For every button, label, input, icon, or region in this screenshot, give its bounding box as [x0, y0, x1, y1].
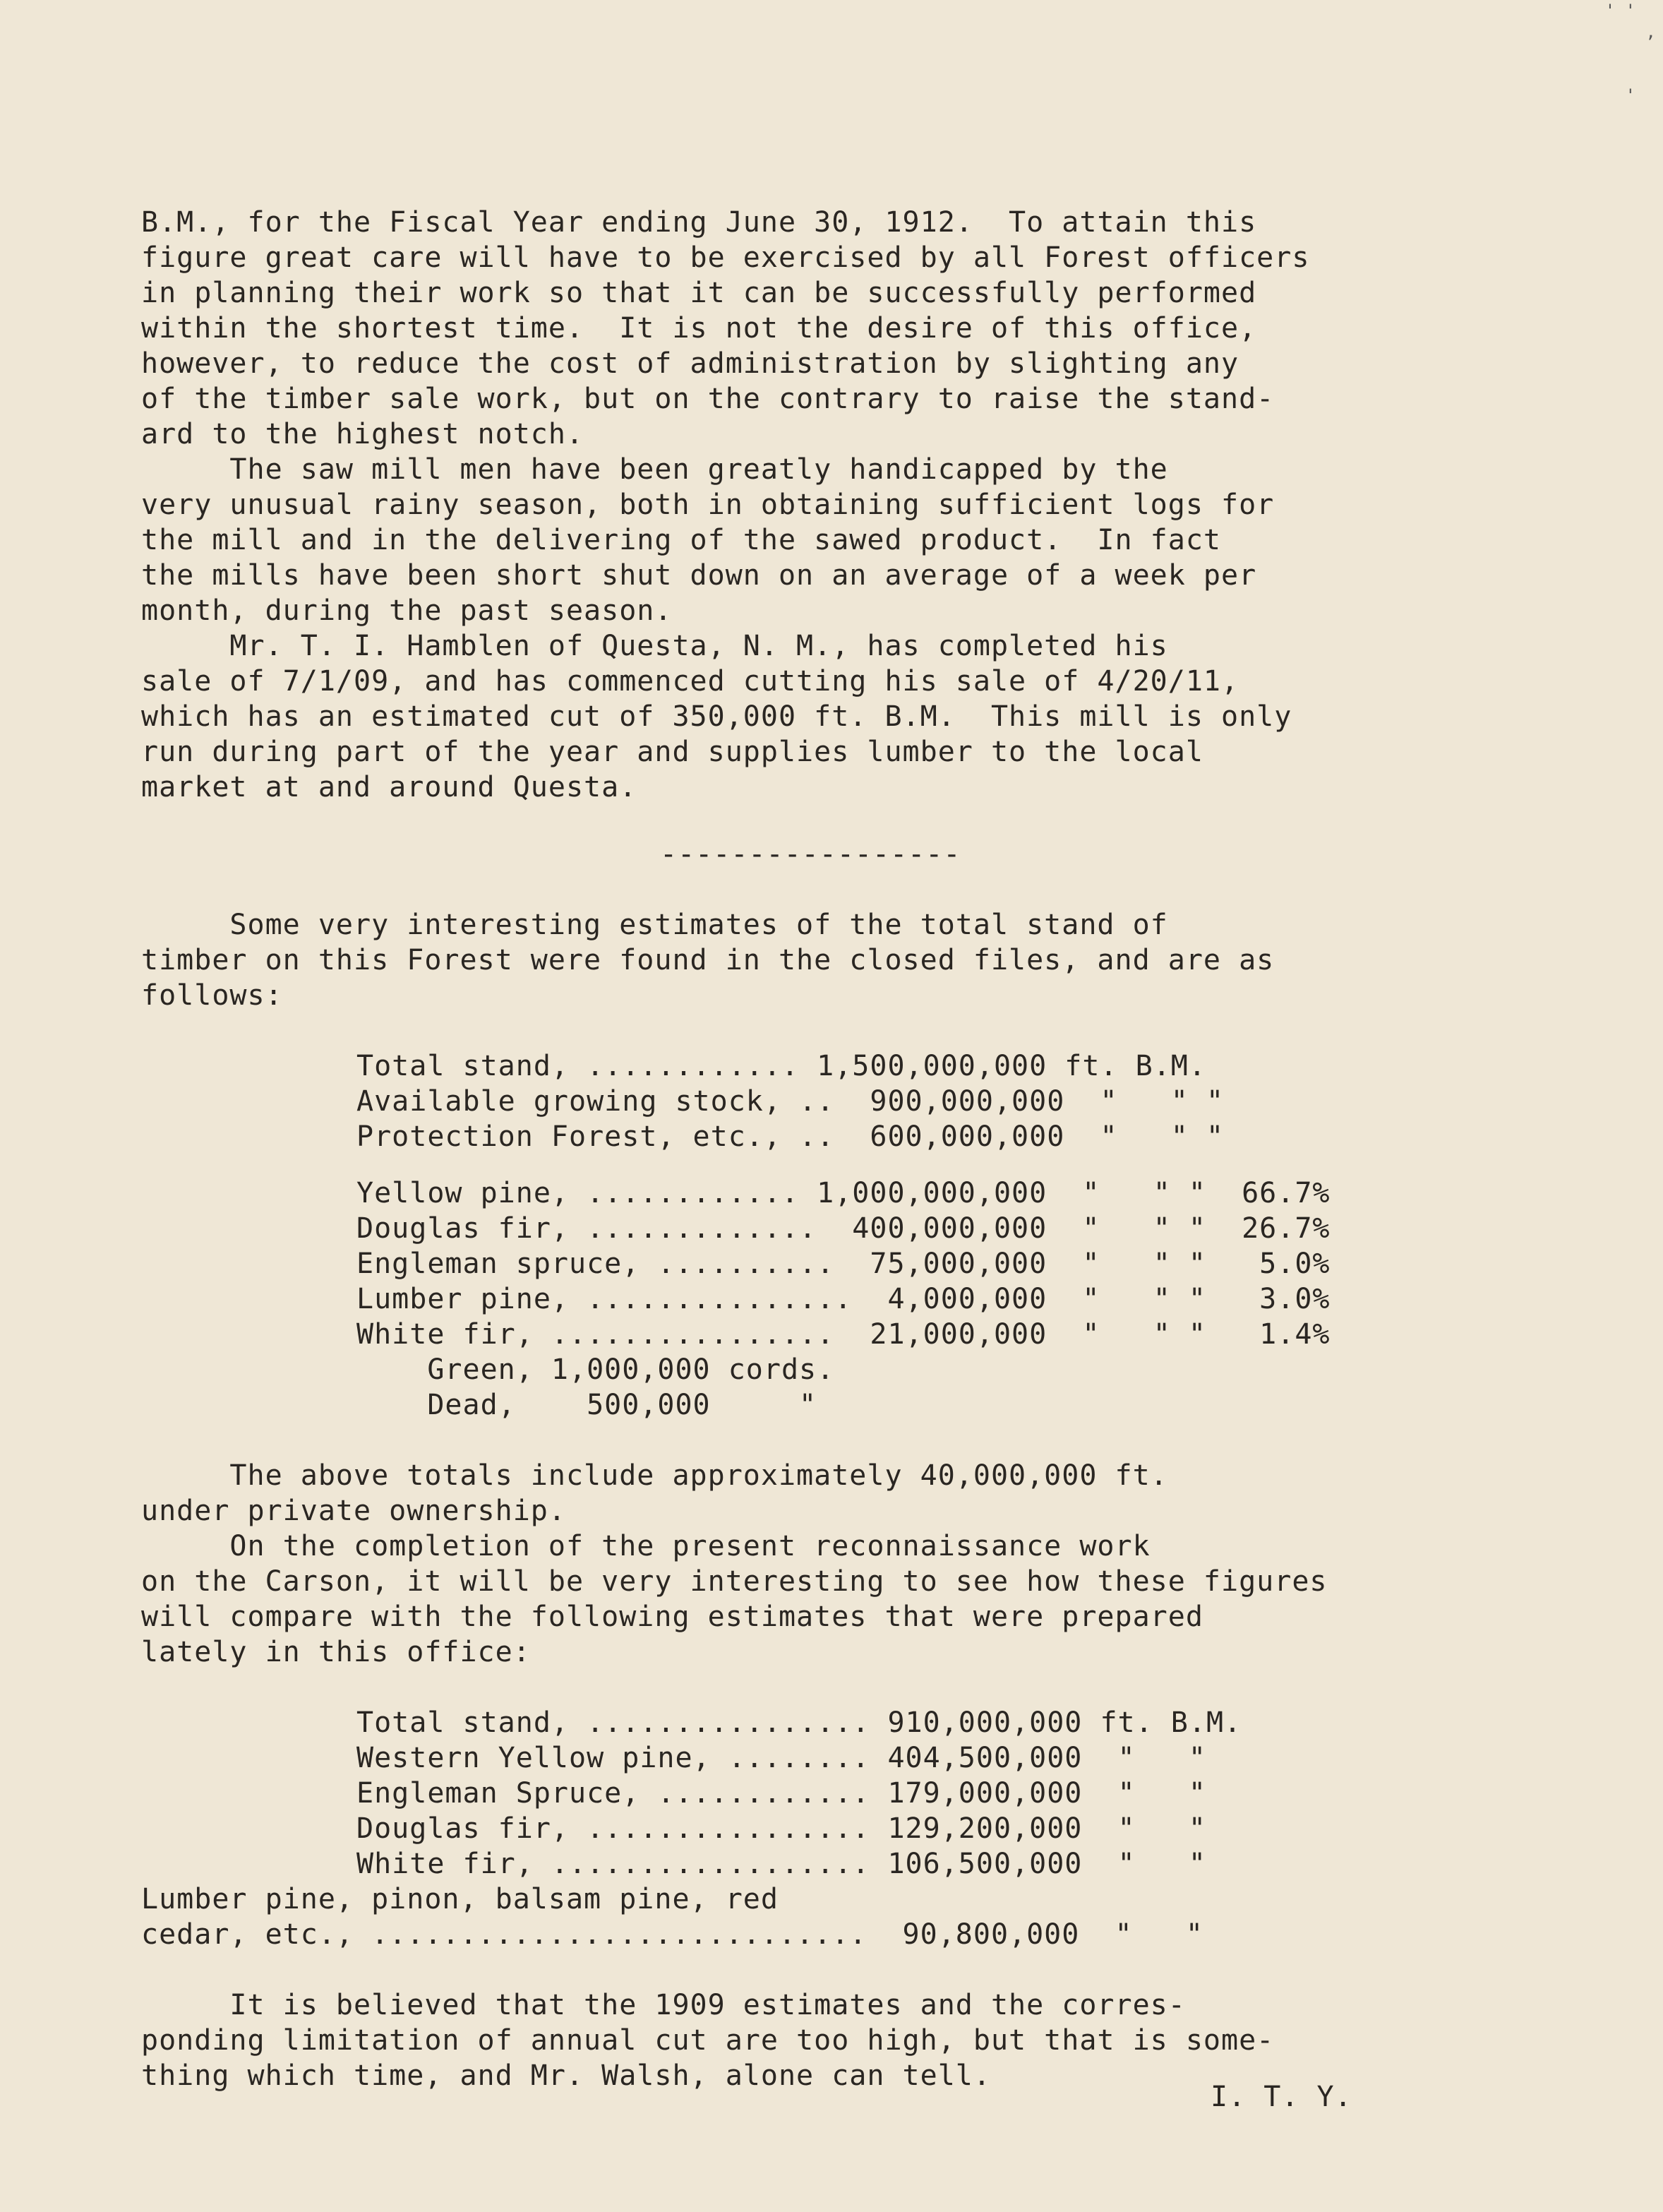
paragraph7-line: thing which time, and Mr. Walsh, alone can tell. [141, 2059, 991, 2092]
paragraph4-line: Some very interesting estimates of the total stand of [141, 909, 1168, 941]
paragraph1-line: of the timber sale work, but on the contrary to raise the stand- [141, 383, 1275, 415]
table1-a-line: Protection Forest, etc., .. 600,000,000 " " " [356, 1120, 1225, 1153]
signature-initials: I. T. Y. [1211, 2081, 1352, 2113]
paragraph6-line: on the Carson, it will be very interesting to see how these figures [141, 1565, 1328, 1598]
separator-line: ----------------- [660, 838, 961, 871]
paragraph2-line: the mill and in the delivering of the sawed product. In fact [141, 524, 1222, 556]
corner-mark: ' ' , ' [1604, 1, 1656, 105]
paragraph6-line: will compare with the following estimates that were prepared [141, 1601, 1203, 1633]
table1-b-line: Green, 1,000,000 cords. [356, 1353, 835, 1386]
paragraph1-line: however, to reduce the cost of administration by slighting any [141, 347, 1239, 380]
paragraph1-line: in planning their work so that it can be successfully performed [141, 277, 1257, 309]
paragraph7-line: ponding limitation of annual cut are too high, but that is some- [141, 2024, 1275, 2057]
paragraph1-line: within the shortest time. It is not the desire of this office, [141, 312, 1257, 345]
paragraph6-line: On the completion of the present reconnaissance work [141, 1530, 1151, 1562]
table1-b-line: Douglas fir, ............. 400,000,000 " " " 26.7% [356, 1212, 1331, 1245]
table1-a-line: Total stand, ............ 1,500,000,000 ft. B.M. [356, 1050, 1206, 1082]
paragraph3-line: which has an estimated cut of 350,000 ft. B.M. This mill is only [141, 700, 1292, 733]
paragraph4-line: timber on this Forest were found in the closed files, and are as [141, 944, 1275, 976]
paragraph3-line: Mr. T. I. Hamblen of Questa, N. M., has completed his [141, 630, 1168, 662]
table1-b-line: Engleman spruce, .......... 75,000,000 " " " 5.0% [356, 1248, 1331, 1280]
table2-line: Total stand, ................ 910,000,000 ft. B.M. [356, 1706, 1242, 1739]
paragraph1-line: B.M., for the Fiscal Year ending June 30, 1912. To attain this [141, 206, 1257, 239]
paragraph3-line: run during part of the year and supplies lumber to the local [141, 736, 1203, 768]
paragraph5-line: under private ownership. [141, 1495, 566, 1527]
table1-a-line: Available growing stock, .. 900,000,000 " " " [356, 1085, 1225, 1118]
paragraph2-line: very unusual rainy season, both in obtaining sufficient logs for [141, 489, 1275, 521]
table1-b-line: Dead, 500,000 " [356, 1389, 817, 1421]
paragraph7-line: It is believed that the 1909 estimates and the corres- [141, 1989, 1186, 2021]
table2-line: Douglas fir, ................ 129,200,000 " " [356, 1812, 1206, 1845]
table1-b-line: Lumber pine, ............... 4,000,000 " " " 3.0% [356, 1283, 1331, 1315]
table2-line: Engleman Spruce, ............ 179,000,000 " " [356, 1777, 1206, 1810]
table2-line: White fir, .................. 106,500,000 " " [356, 1848, 1206, 1880]
paragraph2-line: month, during the past season. [141, 594, 673, 627]
paragraph1-line: figure great care will have to be exercised by all Forest officers [141, 241, 1310, 274]
table2-tail-line: Lumber pine, pinon, balsam pine, red [141, 1883, 779, 1915]
paragraph2-line: The saw mill men have been greatly handicapped by the [141, 453, 1168, 486]
paragraph5-line: The above totals include approximately 40,000,000 ft. [141, 1459, 1168, 1492]
paragraph2-line: the mills have been short shut down on an average of a week per [141, 559, 1257, 592]
table1-b-line: Yellow pine, ............ 1,000,000,000 " " " 66.7% [356, 1177, 1331, 1209]
paragraph3-line: sale of 7/1/09, and has commenced cutting his sale of 4/20/11, [141, 665, 1239, 698]
paragraph6-line: lately in this office: [141, 1636, 531, 1668]
paragraph4-line: follows: [141, 979, 283, 1012]
paragraph1-line: ard to the highest notch. [141, 418, 584, 450]
table1-b-line: White fir, ................ 21,000,000 " " " 1.4% [356, 1318, 1331, 1351]
table2-line: Western Yellow pine, ........ 404,500,000 " " [356, 1742, 1206, 1774]
table2-tail-line: cedar, etc., ............................ 90,800,000 " " [141, 1918, 1203, 1951]
paragraph3-line: market at and around Questa. [141, 771, 637, 803]
